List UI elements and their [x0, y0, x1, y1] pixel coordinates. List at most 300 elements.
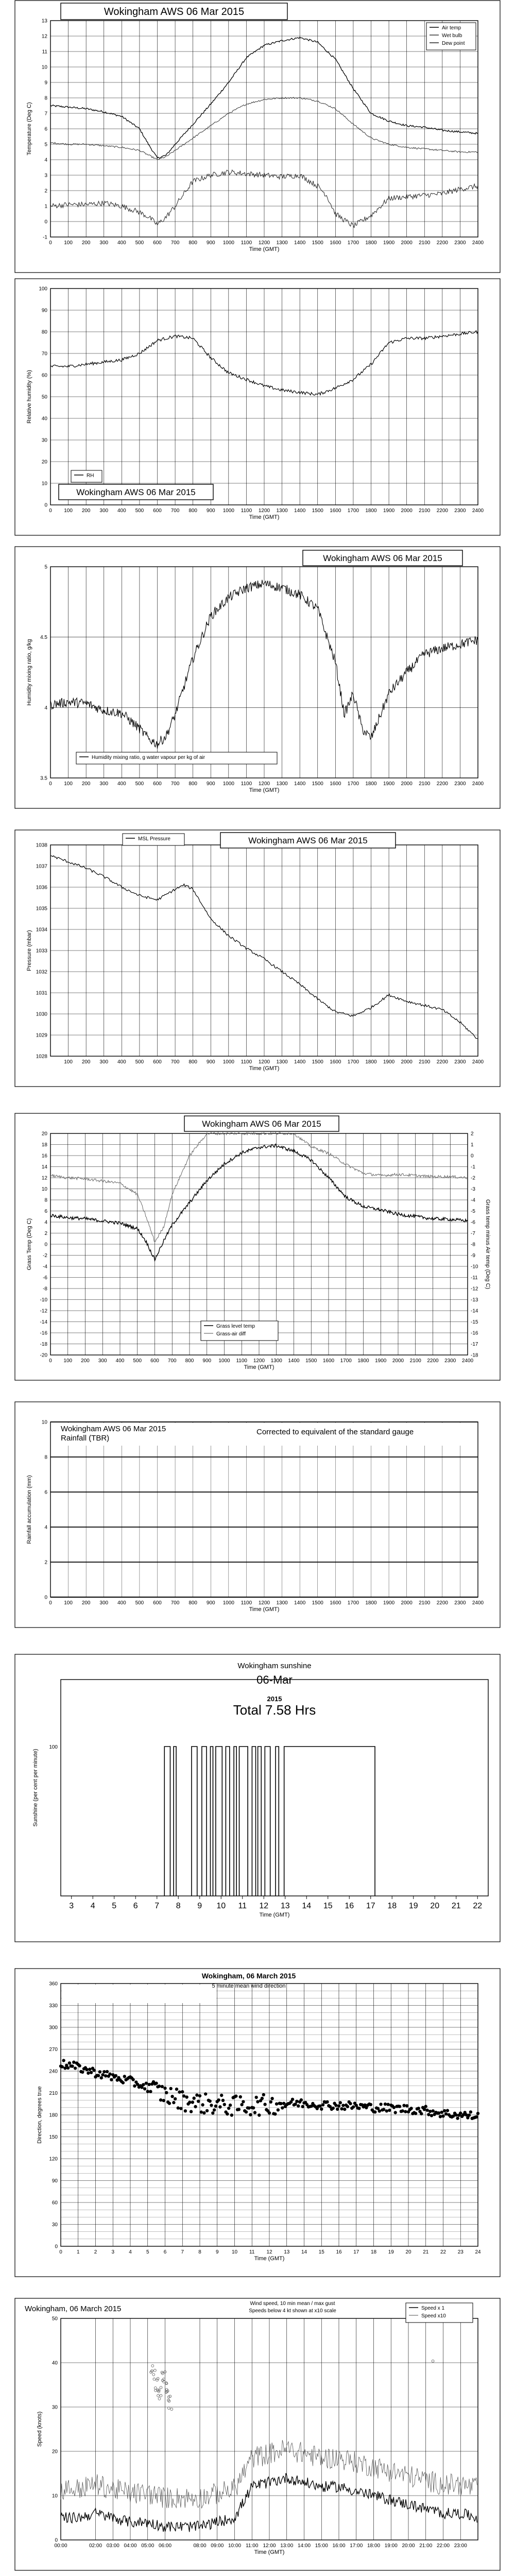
temperature-chart-title: Wokingham AWS 06 Mar 2015: [104, 6, 245, 18]
x-tick-label: 2100: [419, 781, 431, 787]
x-tick-label: 200: [81, 1059, 91, 1065]
x-tick-label: 1600: [330, 781, 341, 787]
wind-direction-point: [81, 2071, 84, 2074]
sunshine-period-bar: [174, 1747, 176, 1896]
x-tick-label: 7: [181, 2249, 184, 2255]
wind-speed-x10-point: [152, 2374, 155, 2376]
x-tick-label: 06:00: [158, 2543, 172, 2549]
sunshine-period-bar: [164, 1747, 170, 1896]
wind-direction-point: [104, 2074, 107, 2077]
y-tick-label: 14: [41, 1164, 47, 1170]
temperature-legend-label: Dew point: [442, 41, 465, 46]
y-tick-label: 4: [44, 1219, 47, 1226]
x-tick-label: 400: [117, 781, 126, 787]
wind-direction-point: [242, 2100, 245, 2103]
x-tick-label: 23: [457, 2249, 464, 2255]
wind-direction-point: [452, 2114, 455, 2117]
x-tick-label: 14: [301, 2249, 307, 2255]
y2-tick-label: -16: [471, 1330, 478, 1336]
sunshine-period-bar: [211, 1747, 213, 1896]
wind-direction-point: [108, 2073, 111, 2076]
wind-direction-point: [346, 2105, 349, 2108]
x-tick-label: 1800: [365, 1059, 377, 1065]
wind-direction-point: [230, 2113, 233, 2116]
x-tick-label: 1100: [236, 1358, 248, 1364]
wind-direction-point: [424, 2105, 427, 2108]
x-tick-label: 10: [216, 1902, 226, 1910]
wind-direction-point: [334, 2104, 337, 2107]
wind-direction-point: [62, 2059, 65, 2062]
wind-direction-point: [409, 2107, 413, 2110]
wind-direction-point: [440, 2111, 443, 2114]
wind-direction-point: [340, 2107, 343, 2110]
wind-direction-point: [295, 2100, 298, 2103]
x-tick-label: 100: [64, 508, 73, 514]
x-tick-label: 500: [135, 1600, 144, 1606]
x-tick-label: 2300: [454, 240, 466, 246]
x-tick-label: 1300: [276, 781, 288, 787]
x-tick-label: 15:00: [315, 2543, 328, 2549]
wind-direction-point: [165, 2091, 168, 2094]
x-tick-label: 2200: [427, 1358, 439, 1364]
y-axis-label: Sunshine (per cent per minute): [32, 1749, 39, 1827]
y-tick-label: 50: [52, 2316, 58, 2322]
wind-direction-point: [184, 2109, 187, 2112]
x-axis-label: Time (GMT): [244, 1364, 274, 1370]
y-tick-label: 1: [44, 204, 47, 210]
x-tick-label: 9: [215, 2249, 219, 2255]
y2-tick-label: -14: [471, 1308, 478, 1314]
x-tick-label: 1300: [276, 1600, 288, 1606]
y-tick-label: -6: [43, 1275, 47, 1281]
x-tick-label: 1500: [312, 781, 323, 787]
wind-direction-point: [341, 2104, 345, 2107]
x-tick-label: 22:00: [436, 2543, 450, 2549]
wind-direction-point: [301, 2105, 304, 2108]
x-tick-label: 800: [188, 1600, 198, 1606]
sunshine-period-bar: [202, 1747, 207, 1896]
x-tick-label: 300: [99, 240, 109, 246]
y-tick-label: 90: [52, 2178, 58, 2184]
x-tick-label: 22: [440, 2249, 447, 2255]
wind-direction-point: [420, 2112, 423, 2115]
wind-direction-point: [446, 2109, 449, 2112]
x-tick-label: 9: [197, 1902, 202, 1910]
wind-direction-point: [220, 2094, 223, 2097]
x-tick-label: 2000: [401, 240, 413, 246]
x-tick-label: 600: [153, 781, 162, 787]
y-tick-label: 360: [49, 1981, 58, 1987]
x-tick-label: 200: [81, 240, 91, 246]
x-axis-label: Time (GMT): [249, 246, 280, 252]
wind-direction-point: [97, 2074, 100, 2077]
x-tick-label: 1300: [270, 1358, 282, 1364]
y-axis-label: Humidity mixing ratio, g/kg: [26, 639, 32, 706]
wind-speed-x10-point: [154, 2387, 157, 2389]
wind-speed-x10-point: [154, 2369, 157, 2372]
x-tick-label: 3: [111, 2249, 115, 2255]
x-tick-label: 2400: [472, 1600, 484, 1606]
wind-direction-point: [179, 2107, 182, 2110]
grass-chart-title: Wokingham AWS 06 Mar 2015: [202, 1118, 321, 1129]
x-tick-label: 5: [146, 2249, 149, 2255]
wind-direction-point: [239, 2095, 242, 2098]
x-tick-label: 1900: [383, 508, 395, 514]
x-tick-label: 900: [206, 240, 215, 246]
wind-speed-chart-subtitle: Wind speed, 10 min mean / max gust: [250, 2301, 335, 2307]
y-tick-label: 50: [41, 394, 47, 400]
y2-tick-label: -18: [471, 1352, 478, 1359]
x-tick-label: 1900: [383, 1059, 395, 1065]
wind-direction-point: [85, 2068, 88, 2071]
x-tick-label: 19: [408, 1902, 418, 1910]
y-tick-label: 1036: [36, 885, 47, 891]
wind-direction-point: [268, 2111, 271, 2114]
y-tick-label: 20: [41, 1131, 47, 1137]
wind-direction-point: [190, 2110, 193, 2113]
rainfall-chart-panel: [14, 1401, 501, 1628]
wind-direction-point: [394, 2111, 397, 2114]
x-axis-label: Time (GMT): [254, 2549, 285, 2555]
x-tick-label: 1700: [340, 1358, 352, 1364]
x-tick-label: 1200: [258, 1600, 270, 1606]
y-tick-label: 1038: [36, 842, 47, 849]
wind-direction-point: [476, 2112, 479, 2115]
x-tick-label: 1400: [294, 1600, 306, 1606]
sunshine-period-bar: [192, 1747, 197, 1896]
y-tick-label: 5: [44, 142, 47, 148]
x-tick-label: 1000: [222, 508, 234, 514]
x-tick-label: 2100: [419, 508, 431, 514]
y-tick-label: 1037: [36, 863, 47, 870]
x-tick-label: 18: [370, 2249, 377, 2255]
wind-direction-point: [229, 2104, 232, 2107]
y2-tick-label: -4: [471, 1197, 475, 1204]
y-axis-label: Grass Temp (Deg C): [26, 1218, 32, 1270]
x-tick-label: 4: [90, 1902, 95, 1910]
x-tick-label: 400: [117, 1600, 126, 1606]
wind-direction-point: [234, 2094, 237, 2097]
wind-direction-point: [253, 2111, 256, 2114]
wind-direction-point: [131, 2078, 134, 2081]
x-tick-label: 1500: [305, 1358, 317, 1364]
x-tick-label: 1700: [347, 240, 359, 246]
x-tick-label: 14: [302, 1902, 312, 1910]
wind-direction-point: [439, 2115, 442, 2118]
y-tick-label: 100: [39, 286, 47, 292]
wind-direction-point: [145, 2081, 148, 2084]
wind-direction-point: [161, 2085, 164, 2088]
wind-direction-point: [201, 2103, 204, 2106]
x-tick-label: 1700: [347, 781, 359, 787]
x-tick-label: 15: [318, 2249, 324, 2255]
x-tick-label: 4: [129, 2249, 132, 2255]
panel-border: [15, 2298, 500, 2570]
y-tick-label: 8: [44, 95, 47, 101]
x-tick-label: 900: [206, 1600, 215, 1606]
wind-direction-point: [255, 2096, 258, 2099]
y-tick-label: 80: [41, 329, 47, 335]
x-tick-label: 2100: [419, 1059, 431, 1065]
x-tick-label: 0: [49, 781, 52, 787]
x-tick-label: 2100: [409, 1358, 421, 1364]
wind-direction-point: [430, 2114, 433, 2117]
pressure-chart-panel: [14, 829, 501, 1087]
y2-tick-label: 0: [471, 1153, 474, 1159]
x-tick-label: 12: [266, 2249, 272, 2255]
y-tick-label: -16: [40, 1330, 47, 1336]
x-axis-label: Time (GMT): [249, 787, 280, 793]
x-tick-label: 16: [336, 2249, 342, 2255]
wind-speed-x10-point: [151, 2365, 154, 2367]
wind-direction-point: [172, 2101, 175, 2104]
x-tick-label: 03:00: [106, 2543, 119, 2549]
wind-direction-point: [218, 2105, 221, 2108]
wind-direction-point: [100, 2076, 103, 2079]
wind-direction-point: [194, 2105, 197, 2108]
rainfall-chart-subtitle: Rainfall (TBR): [61, 1434, 110, 1443]
x-tick-label: 8: [176, 1902, 181, 1910]
y-tick-label: 3: [44, 173, 47, 179]
wind-direction-point: [63, 2066, 66, 2070]
wind-direction-point: [175, 2088, 178, 2091]
wind-direction-point: [90, 2071, 93, 2074]
x-tick-label: 700: [170, 508, 180, 514]
wind-direction-point: [210, 2104, 213, 2107]
wind-direction-point: [204, 2092, 207, 2095]
wind-direction-point: [122, 2081, 125, 2084]
y-tick-label: 11: [42, 49, 47, 55]
x-tick-label: 600: [153, 240, 162, 246]
x-tick-label: 900: [206, 508, 215, 514]
y-tick-label: 8: [44, 1197, 47, 1204]
wind-direction-point: [202, 2111, 205, 2114]
x-tick-label: 100: [64, 1600, 73, 1606]
x-tick-label: 0: [59, 2249, 62, 2255]
grass-temp-chart-panel: [14, 1113, 501, 1381]
wind-direction-point: [339, 2101, 342, 2104]
wind-direction-point: [384, 2103, 387, 2106]
x-tick-label: 1600: [330, 1600, 341, 1606]
wind-direction-point: [332, 2107, 335, 2110]
x-tick-label: 1100: [241, 1600, 252, 1606]
wind-direction-point: [469, 2110, 472, 2113]
x-tick-label: 500: [135, 1059, 144, 1065]
y-tick-label: 30: [52, 2404, 58, 2411]
wind-direction-point: [110, 2078, 113, 2081]
wind-speed-legend-label: Speed x10: [421, 2313, 446, 2319]
wind-direction-point: [369, 2103, 372, 2106]
x-tick-label: 1600: [330, 240, 341, 246]
wind-direction-point: [428, 2110, 432, 2113]
y-tick-label: 9: [44, 80, 47, 86]
x-tick-label: 600: [153, 1059, 162, 1065]
x-tick-label: 11:00: [246, 2543, 259, 2549]
wind-direction-point: [163, 2087, 166, 2090]
y-axis-label: Pressure (mbar): [26, 930, 32, 971]
y2-tick-label: -15: [471, 1319, 478, 1325]
x-tick-label: 21: [423, 2249, 429, 2255]
wind-direction-point: [245, 2110, 248, 2113]
y-tick-label: 6: [44, 126, 47, 132]
wind-gust-series-line: [61, 2440, 477, 2509]
wind-direction-point: [147, 2083, 150, 2086]
wind-direction-point: [133, 2084, 136, 2088]
wind-direction-point: [432, 2109, 435, 2112]
wind-direction-point: [87, 2072, 90, 2075]
x-tick-label: 2400: [472, 240, 484, 246]
wind-speed-x10-point: [157, 2395, 160, 2397]
x-tick-label: 2000: [392, 1358, 404, 1364]
x-tick-label: 13: [284, 2249, 290, 2255]
wind-direction-point: [441, 2114, 444, 2117]
x-tick-label: 2100: [419, 1600, 431, 1606]
y-tick-label: -2: [43, 1253, 47, 1259]
x-tick-label: 18:00: [367, 2543, 381, 2549]
wind-direction-chart-subtitle: 5 minute mean wind direction: [212, 1983, 286, 1989]
wind-direction-point: [281, 2106, 284, 2109]
wind-direction-point: [102, 2070, 106, 2073]
y-tick-label: 70: [41, 351, 47, 357]
wind-direction-point: [318, 2105, 321, 2108]
y-tick-label: 30: [41, 437, 47, 444]
x-tick-label: 1300: [276, 1059, 288, 1065]
x-tick-label: 11: [249, 2249, 255, 2255]
x-tick-label: 16:00: [332, 2543, 346, 2549]
wind-direction-point: [385, 2109, 388, 2112]
sunshine-period-bar: [239, 1747, 248, 1896]
wind-direction-point: [68, 2061, 71, 2064]
y-axis-label: Direction, degrees true: [37, 2086, 43, 2144]
x-tick-label: 0: [49, 508, 52, 514]
y-tick-label: -20: [40, 1352, 47, 1359]
y-tick-label: 12: [41, 1175, 47, 1181]
x-tick-label: 1100: [241, 781, 252, 787]
wind-direction-point: [181, 2090, 184, 2093]
x-tick-label: 21:00: [419, 2543, 433, 2549]
x-tick-label: 3: [69, 1902, 74, 1910]
wind-direction-point: [213, 2108, 216, 2111]
y-tick-label: 10: [41, 481, 47, 487]
x-tick-label: 18: [387, 1902, 397, 1910]
x-tick-label: 1400: [294, 1059, 306, 1065]
sunshine-period-bar: [234, 1747, 236, 1896]
wind-speed-x10-point: [432, 2360, 434, 2362]
rainfall-chart-title: Wokingham AWS 06 Mar 2015: [61, 1425, 166, 1433]
wind-direction-point: [465, 2113, 468, 2116]
y-tick-label: 180: [49, 2112, 58, 2119]
x-tick-label: 2200: [436, 1600, 448, 1606]
wind-direction-point: [195, 2093, 198, 2096]
wind-direction-point: [178, 2091, 181, 2094]
pressure-chart-title: Wokingham AWS 06 Mar 2015: [248, 835, 368, 845]
x-tick-label: 400: [117, 508, 126, 514]
wind-direction-point: [414, 2112, 417, 2115]
x-tick-label: 14:00: [297, 2543, 311, 2549]
x-tick-label: 800: [188, 781, 198, 787]
y-tick-label: 270: [49, 2047, 58, 2053]
wind-direction-point: [321, 2103, 324, 2106]
wind-direction-point: [217, 2098, 220, 2102]
wind-direction-point: [456, 2116, 459, 2120]
x-axis-label: Time (GMT): [249, 1065, 280, 1072]
wind-direction-point: [273, 2112, 277, 2115]
mixing-ratio-chart-title: Wokingham AWS 06 Mar 2015: [323, 553, 442, 563]
x-tick-label: 2000: [401, 781, 413, 787]
sunshine-period-bar: [226, 1747, 229, 1896]
x-tick-label: 0: [49, 1600, 52, 1606]
x-tick-label: 24: [475, 2249, 481, 2255]
y-tick-label: 3.5: [40, 775, 47, 782]
wind-direction-point: [443, 2109, 446, 2112]
wind-direction-point: [455, 2113, 458, 2116]
x-tick-label: 300: [98, 1358, 107, 1364]
wind-direction-point: [93, 2069, 96, 2072]
wind-direction-point: [343, 2108, 346, 2111]
x-tick-label: 1800: [365, 508, 377, 514]
wind-direction-point: [123, 2075, 126, 2078]
x-tick-label: 6: [163, 2249, 167, 2255]
y-tick-label: 330: [49, 2003, 58, 2009]
wind-direction-point: [427, 2113, 430, 2116]
x-tick-label: 22: [473, 1902, 483, 1910]
y-tick-label: -14: [40, 1319, 47, 1325]
y-tick-label: -12: [40, 1308, 47, 1314]
wind-direction-point: [205, 2109, 209, 2112]
wind-direction-point: [177, 2106, 180, 2109]
y2-tick-label: -3: [471, 1187, 475, 1192]
y-tick-label: 240: [49, 2069, 58, 2075]
wind-direction-point: [263, 2103, 266, 2106]
x-tick-label: 600: [153, 1600, 162, 1606]
wind-direction-point: [162, 2099, 165, 2102]
y2-tick-label: 2: [471, 1131, 474, 1137]
y-tick-label: 4.5: [40, 635, 47, 641]
x-tick-label: 2300: [454, 781, 466, 787]
x-tick-label: 2400: [461, 1358, 474, 1364]
wind-direction-point: [352, 2105, 355, 2108]
x-tick-label: 04:00: [124, 2543, 137, 2549]
x-tick-label: 1000: [222, 240, 234, 246]
y-tick-label: 0: [44, 1595, 47, 1601]
y-tick-label: 0: [44, 219, 47, 225]
x-tick-label: 1100: [241, 1059, 252, 1065]
wind-direction-point: [98, 2070, 101, 2073]
x-tick-label: 21: [451, 1902, 461, 1910]
wind-direction-point: [401, 2109, 404, 2112]
x-tick-label: 1000: [222, 781, 234, 787]
wind-direction-point: [279, 2102, 282, 2105]
x-tick-label: 1000: [218, 1358, 230, 1364]
wind-direction-point: [270, 2097, 273, 2100]
y2-tick-label: -9: [471, 1253, 475, 1259]
x-tick-label: 10:00: [228, 2543, 242, 2549]
wind-direction-point: [223, 2103, 226, 2106]
y-axis-label: Temperature (Deg C): [26, 102, 32, 156]
y-tick-label: 1035: [36, 906, 47, 912]
x-tick-label: 800: [188, 1059, 198, 1065]
wind-direction-point: [379, 2103, 382, 2106]
y-tick-label: 40: [52, 2360, 58, 2366]
wind-direction-point: [114, 2074, 117, 2077]
wind-speed-x10-point: [160, 2386, 162, 2389]
y-tick-label: 1032: [36, 969, 47, 975]
x-tick-label: 2: [94, 2249, 97, 2255]
x-tick-label: 15: [323, 1902, 333, 1910]
wind-direction-point: [437, 2111, 440, 2114]
temperature-chart-panel: [14, 0, 501, 273]
x-tick-label: 100: [64, 1059, 73, 1065]
